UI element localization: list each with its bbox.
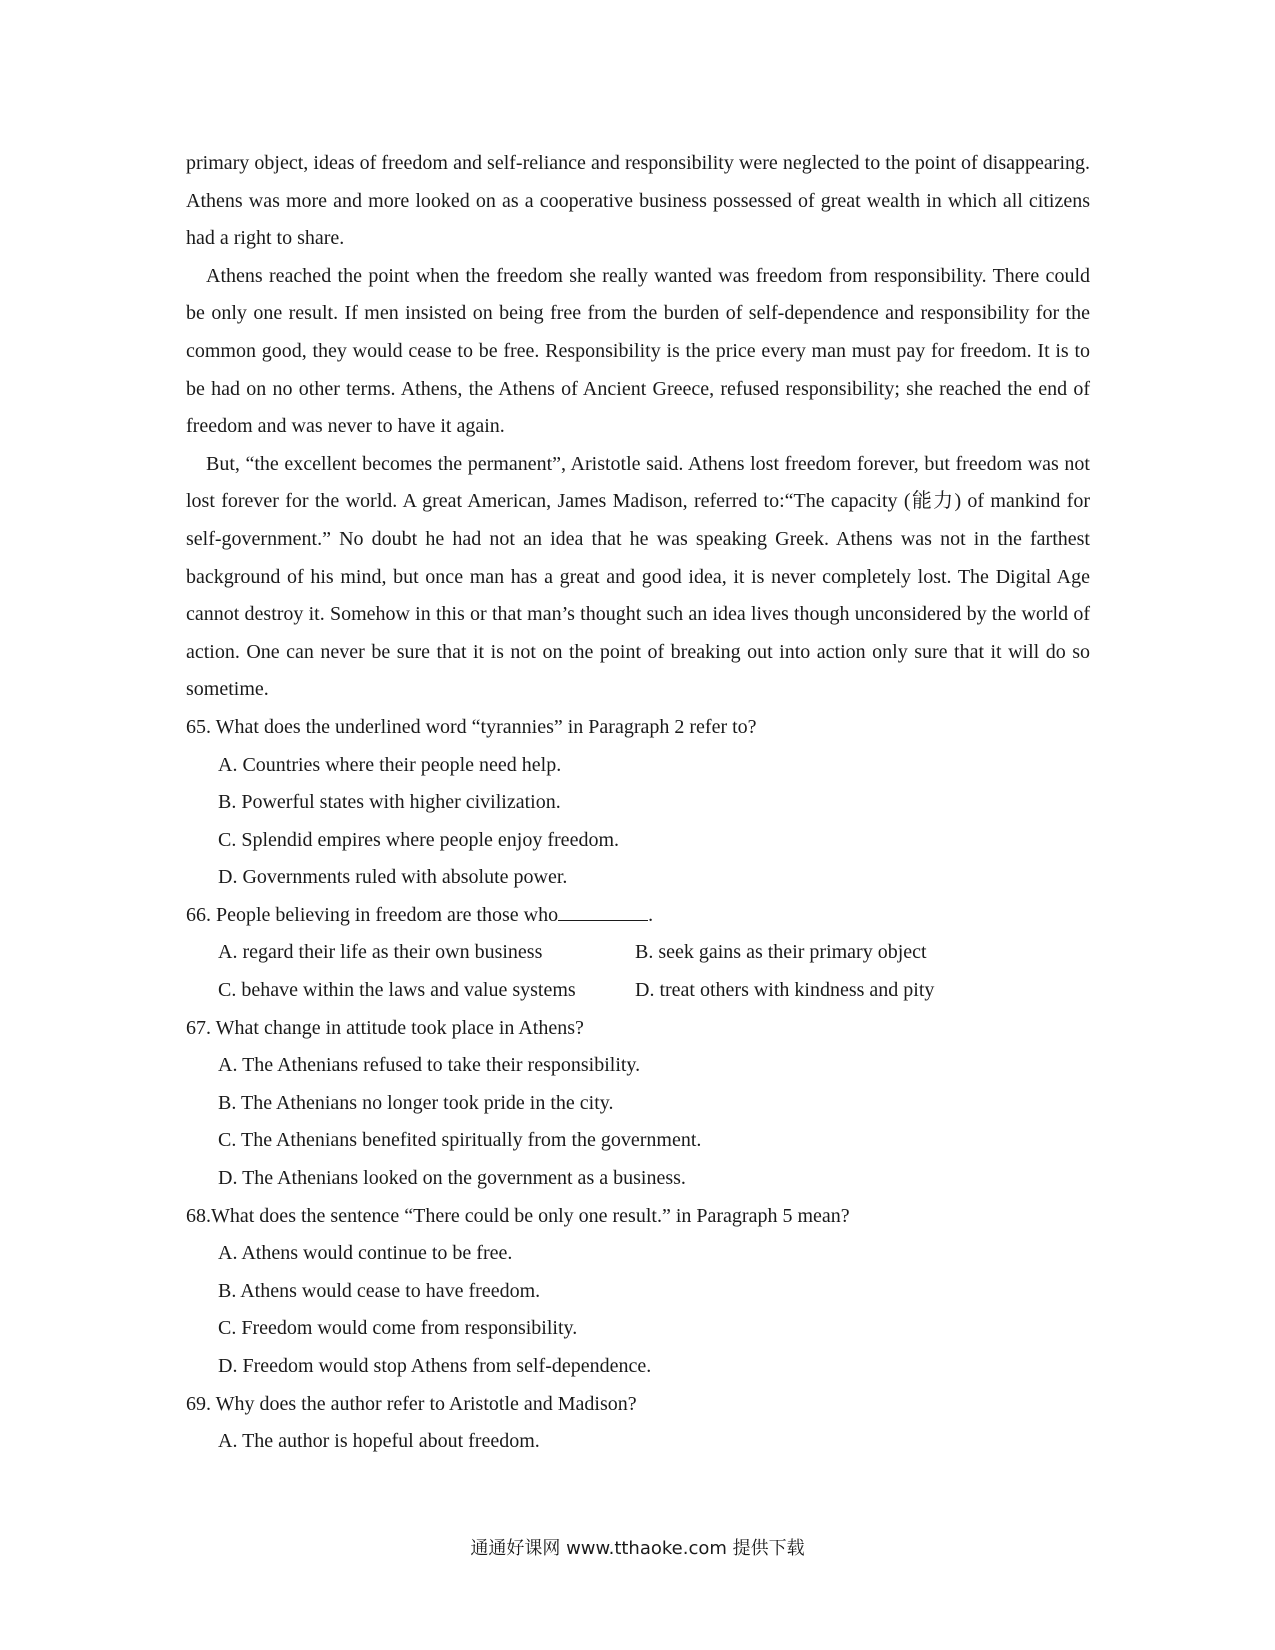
option-d: D. Governments ruled with absolute power. <box>218 866 568 889</box>
answer-blank <box>558 902 648 921</box>
question-stem: 69. Why does the author refer to Aristotle and Madison? <box>186 1392 637 1415</box>
question-stem: 65. What does the underlined word “tyrannies” in Paragraph 2 refer to? <box>186 715 757 738</box>
option-a: A. Athens would continue to be free. <box>218 1242 513 1265</box>
option-a: A. Countries where their people need help. <box>218 753 562 776</box>
option-row <box>218 934 1090 972</box>
option-c: C. Freedom would come from responsibility. <box>218 1317 578 1340</box>
question-65 <box>186 709 1090 897</box>
question-stem-text: 66. People believing in freedom are those who <box>186 903 559 926</box>
option-c: C. The Athenians benefited spiritually from the government. <box>218 1129 702 1152</box>
option-b: B. Powerful states with higher civilization. <box>218 791 561 814</box>
question-stem <box>186 897 1090 935</box>
option-b: B. seek gains as their primary object <box>635 941 927 964</box>
option-a: A. The author is hopeful about freedom. <box>218 1430 540 1453</box>
option-c: C. Splendid empires where people enjoy freedom. <box>218 828 619 851</box>
page-footer: 通通好课网 www.tthaoke.com 提供下载 <box>470 1538 805 1559</box>
option-c: C. behave within the laws and value systems <box>218 979 576 1002</box>
question-stem: 68.What does the sentence “There could be only one result.” in Paragraph 5 mean? <box>186 1204 850 1227</box>
question-69 <box>186 1386 1090 1461</box>
question-stem-end: . <box>648 903 654 926</box>
option-b: B. Athens would cease to have freedom. <box>218 1279 541 1302</box>
document-page <box>186 145 1090 1461</box>
option-b: B. The Athenians no longer took pride in the city. <box>218 1091 614 1114</box>
paragraph-continued: primary object, ideas of freedom and self-reliance and responsibility were neglected to the point of disappearing. Athens was more and more looked on as a cooperative business possessed of great wealth in which all citizens had a right to share. <box>186 152 1090 250</box>
paragraph-5: Athens reached the point when the freedom she really wanted was freedom from responsibility. There could be only one result. If men insisted on being free from the burden of self-dependence and responsibility for the common good, they would cease to be free. Responsibility is the price every man must pay for freedom. It is to be had on no other terms. Athens, the Athens of Ancient Greece, refused responsibility; she reached the end of freedom and was never to have it again. <box>186 264 1090 438</box>
question-66 <box>186 897 1090 1010</box>
option-row <box>218 972 1090 1010</box>
option-a: A. The Athenians refused to take their responsibility. <box>218 1054 641 1077</box>
option-d: D. treat others with kindness and pity <box>635 979 935 1002</box>
option-d: D. The Athenians looked on the government as a business. <box>218 1167 686 1190</box>
option-d: D. Freedom would stop Athens from self-dependence. <box>218 1355 652 1377</box>
question-67 <box>186 1010 1090 1198</box>
question-stem: 67. What change in attitude took place in Athens? <box>186 1016 584 1039</box>
option-a: A. regard their life as their own business <box>218 941 543 964</box>
question-68 <box>186 1198 1090 1386</box>
paragraph-6: But, “the excellent becomes the permanent”, Aristotle said. Athens lost freedom forever, but freedom was not lost forever for the world. A great American, James Madison, referred to:“The capacity (能力) of mankind for self-government.” No doubt he had not an idea that he was speaking Greek. Athens was not in the farthest background of his mind, but once man has a great and good idea, it is never completely lost. The Digital Age cannot destroy it. Somehow in this or that man’s thought such an idea lives though unconsidered by the world of action. One can never be sure that it is not on the point of breaking out into action only sure that it will do so sometime. <box>186 452 1090 701</box>
